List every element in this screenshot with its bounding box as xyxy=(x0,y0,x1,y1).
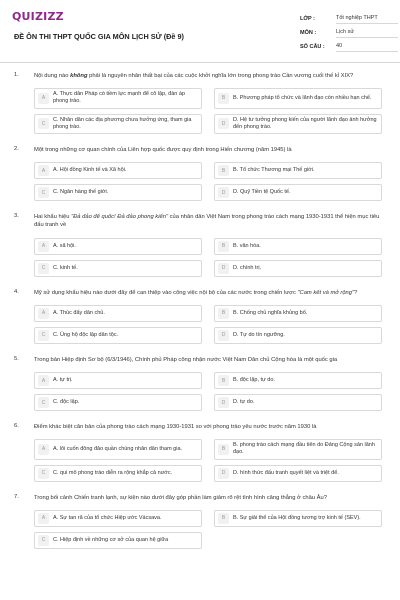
option-text: C. Ngân hàng thế giới. xyxy=(53,189,109,196)
question-text: Nội dung nào không phải là nguyên nhân thất bại của các cuộc khởi nghĩa lớn trong phong trào Cần vương cuối thế kỉ XIX? xyxy=(34,73,354,79)
question-item xyxy=(0,356,400,411)
option-text: A. lôi cuốn đông đảo quần chúng nhân dân tham gia. xyxy=(53,445,183,452)
option-text: A. Thực dân Pháp có tiềm lực mạnh để cô lập, đàn áp phong trào. xyxy=(53,91,186,105)
option-letter: D xyxy=(218,118,229,129)
option-letter: A xyxy=(38,93,49,104)
question-text: Điểm khác biệt căn bản của phong trào cách mạng 1930-1931 so với phong trào yêu nước trước năm 1930 là xyxy=(34,424,317,431)
option-letter: B xyxy=(218,375,229,386)
option-letter: C xyxy=(38,535,49,546)
question-number: 5. xyxy=(14,355,19,362)
answer-option-a[interactable] xyxy=(34,372,202,389)
answer-option-c[interactable] xyxy=(34,327,202,344)
meta-info xyxy=(300,10,398,52)
meta-row-class xyxy=(300,10,398,24)
option-letter: D xyxy=(218,330,229,341)
option-text: C. Ủng hộ độc lập dân tộc. xyxy=(53,331,119,338)
option-text: D. Tự do tín ngưỡng. xyxy=(233,331,285,338)
answer-option-d[interactable] xyxy=(214,327,382,344)
answer-option-c[interactable] xyxy=(34,394,202,411)
answer-option-a[interactable] xyxy=(34,439,202,459)
option-letter: C xyxy=(38,187,49,198)
meta-label: SỐ CÂU : xyxy=(300,44,325,50)
question-number: 7. xyxy=(14,493,19,500)
option-letter: B xyxy=(218,444,229,455)
option-text: B. Chống chủ nghĩa khủng bố. xyxy=(233,309,308,316)
option-letter: D xyxy=(218,397,229,408)
question-item xyxy=(0,146,400,201)
option-text: D. hình thức đấu tranh quyết liệt và triệt để. xyxy=(233,469,339,476)
meta-value: 40 xyxy=(336,43,398,52)
question-text: Trong bối cảnh Chiến tranh lạnh, sự kiện nào dưới đây góp phần làm giảm rõ rệt tình hình căng thẳng ở châu Âu? xyxy=(34,494,327,501)
option-text: B. Tổ chức Thương mại Thế giới. xyxy=(233,167,315,174)
answer-option-b[interactable] xyxy=(214,372,382,389)
answer-option-b[interactable] xyxy=(214,88,382,108)
question-item xyxy=(0,423,400,482)
option-letter: A xyxy=(38,444,49,455)
option-letter: A xyxy=(38,308,49,319)
option-text: A. Sự tan rã của tổ chức Hiệp ước Vácsava. xyxy=(53,514,162,521)
option-text: B. độc lập, tự do. xyxy=(233,376,275,383)
option-letter: A xyxy=(38,375,49,386)
answer-option-c[interactable] xyxy=(34,114,202,134)
question-text: Trong bản Hiệp định Sơ bộ (6/3/1946), Chính phủ Pháp công nhận nước Việt Nam Dân chủ Cộng hòa là một quốc gia xyxy=(34,356,338,363)
option-letter: B xyxy=(218,241,229,252)
answer-option-d[interactable] xyxy=(214,184,382,201)
option-text: B. Phương pháp tổ chức và lãnh đạo còn nhiều hạn chế. xyxy=(233,94,372,101)
meta-label: MÔN : xyxy=(300,30,317,36)
meta-value: Lịch sử xyxy=(336,29,398,38)
option-letter: C xyxy=(38,468,49,479)
option-letter: C xyxy=(38,263,49,274)
option-text: C. qui mô phong trào diễn ra rộng khắp cả nước. xyxy=(53,469,173,476)
question-text: Mỹ sử dụng khẩu hiệu nào dưới đây để can thiệp vào công việc nội bộ của các nước trong chiến lược "Cam kết và mở rộng"? xyxy=(34,289,358,296)
question-number: 4. xyxy=(14,288,19,295)
option-text: D. Hệ tư tưởng phong kiến của người lãnh đạo ảnh hưởng đến phong trào. xyxy=(233,116,377,130)
option-letter: B xyxy=(218,93,229,104)
question-number: 6. xyxy=(14,423,19,430)
option-text: C. kinh tế. xyxy=(53,264,78,271)
option-text: C. độc lập. xyxy=(53,398,80,405)
question-item xyxy=(0,213,400,276)
answer-option-a[interactable] xyxy=(34,305,202,322)
option-text: B. phong trào cách mạng đầu tiên do Đảng Cộng sản lãnh đạo. xyxy=(233,442,375,456)
option-letter: A xyxy=(38,241,49,252)
question-item xyxy=(0,289,400,344)
answer-option-d[interactable] xyxy=(214,394,382,411)
option-text: D. tự do. xyxy=(233,398,255,405)
option-letter: B xyxy=(218,513,229,524)
answer-option-d[interactable] xyxy=(214,260,382,277)
option-letter: D xyxy=(218,468,229,479)
answer-option-c[interactable] xyxy=(34,260,202,277)
option-text: C. Hiệp định về những cơ sở của quan hệ giữa xyxy=(53,536,169,543)
meta-label: LỚP : xyxy=(300,16,315,22)
answer-option-a[interactable] xyxy=(34,162,202,179)
answer-option-b[interactable] xyxy=(214,238,382,255)
answer-option-b[interactable] xyxy=(214,510,382,527)
meta-row-subject xyxy=(300,24,398,38)
option-text: C. Nhân dân các địa phương chưa hưởng ứng, tham gia phong trào. xyxy=(53,116,192,130)
option-text: A. Hội đồng Kinh tế và Xã hội. xyxy=(53,167,127,174)
answer-option-d[interactable] xyxy=(214,114,382,134)
answer-option-b[interactable] xyxy=(214,305,382,322)
answer-option-c[interactable] xyxy=(34,184,202,201)
worksheet-header xyxy=(0,0,400,63)
option-letter: A xyxy=(38,513,49,524)
option-text: B. Sự giải thể của Hội đồng tương trợ kinh tế (SEV). xyxy=(233,514,361,521)
question-text: Hai khẩu hiệu "Đả đảo đế quốc! Đả đảo phong kiến" của nhân dân Việt Nam trong phong trào cách mạng 1930-1931 thể hiện mục tiêu đấu tranh về xyxy=(34,214,380,229)
option-text: B. văn hóa. xyxy=(233,242,261,249)
meta-value: Tốt nghiệp THPT xyxy=(336,15,398,24)
question-number: 2. xyxy=(14,146,19,153)
page-title: ĐỀ ÔN THI THPT QUỐC GIA MÔN LỊCH SỬ (Đề 9) xyxy=(14,32,184,41)
option-text: D. Quỹ Tiền tệ Quốc tế. xyxy=(233,189,291,196)
answer-option-a[interactable] xyxy=(34,238,202,255)
meta-row-count xyxy=(300,38,398,52)
option-letter: A xyxy=(38,165,49,176)
option-letter: B xyxy=(218,165,229,176)
answer-option-b[interactable] xyxy=(214,162,382,179)
option-text: A. xã hội. xyxy=(53,242,76,249)
option-text: A. Thúc đẩy dân chủ. xyxy=(53,309,105,316)
question-item xyxy=(0,494,400,549)
option-letter: C xyxy=(38,118,49,129)
option-text: A. tự trị. xyxy=(53,376,73,383)
question-text: Một trong những cơ quan chính của Liên hợp quốc được quy định trong Hiến chương (năm 1945) là xyxy=(34,147,292,154)
option-letter: C xyxy=(38,330,49,341)
question-number: 3. xyxy=(14,213,19,220)
answer-option-c[interactable] xyxy=(34,532,202,549)
answer-option-d[interactable] xyxy=(214,465,382,482)
option-letter: D xyxy=(218,263,229,274)
option-letter: D xyxy=(218,187,229,198)
question-list xyxy=(0,72,400,549)
answer-option-c[interactable] xyxy=(34,465,202,482)
option-letter: B xyxy=(218,308,229,319)
question-item xyxy=(0,72,400,134)
option-letter: C xyxy=(38,397,49,408)
answer-option-b[interactable] xyxy=(214,439,382,459)
question-number: 1. xyxy=(14,72,19,78)
answer-option-a[interactable] xyxy=(34,510,202,527)
answer-option-a[interactable] xyxy=(34,88,202,108)
quizizz-logo: QUIZIZZ xyxy=(12,10,64,23)
option-text: D. chính trị. xyxy=(233,264,262,271)
